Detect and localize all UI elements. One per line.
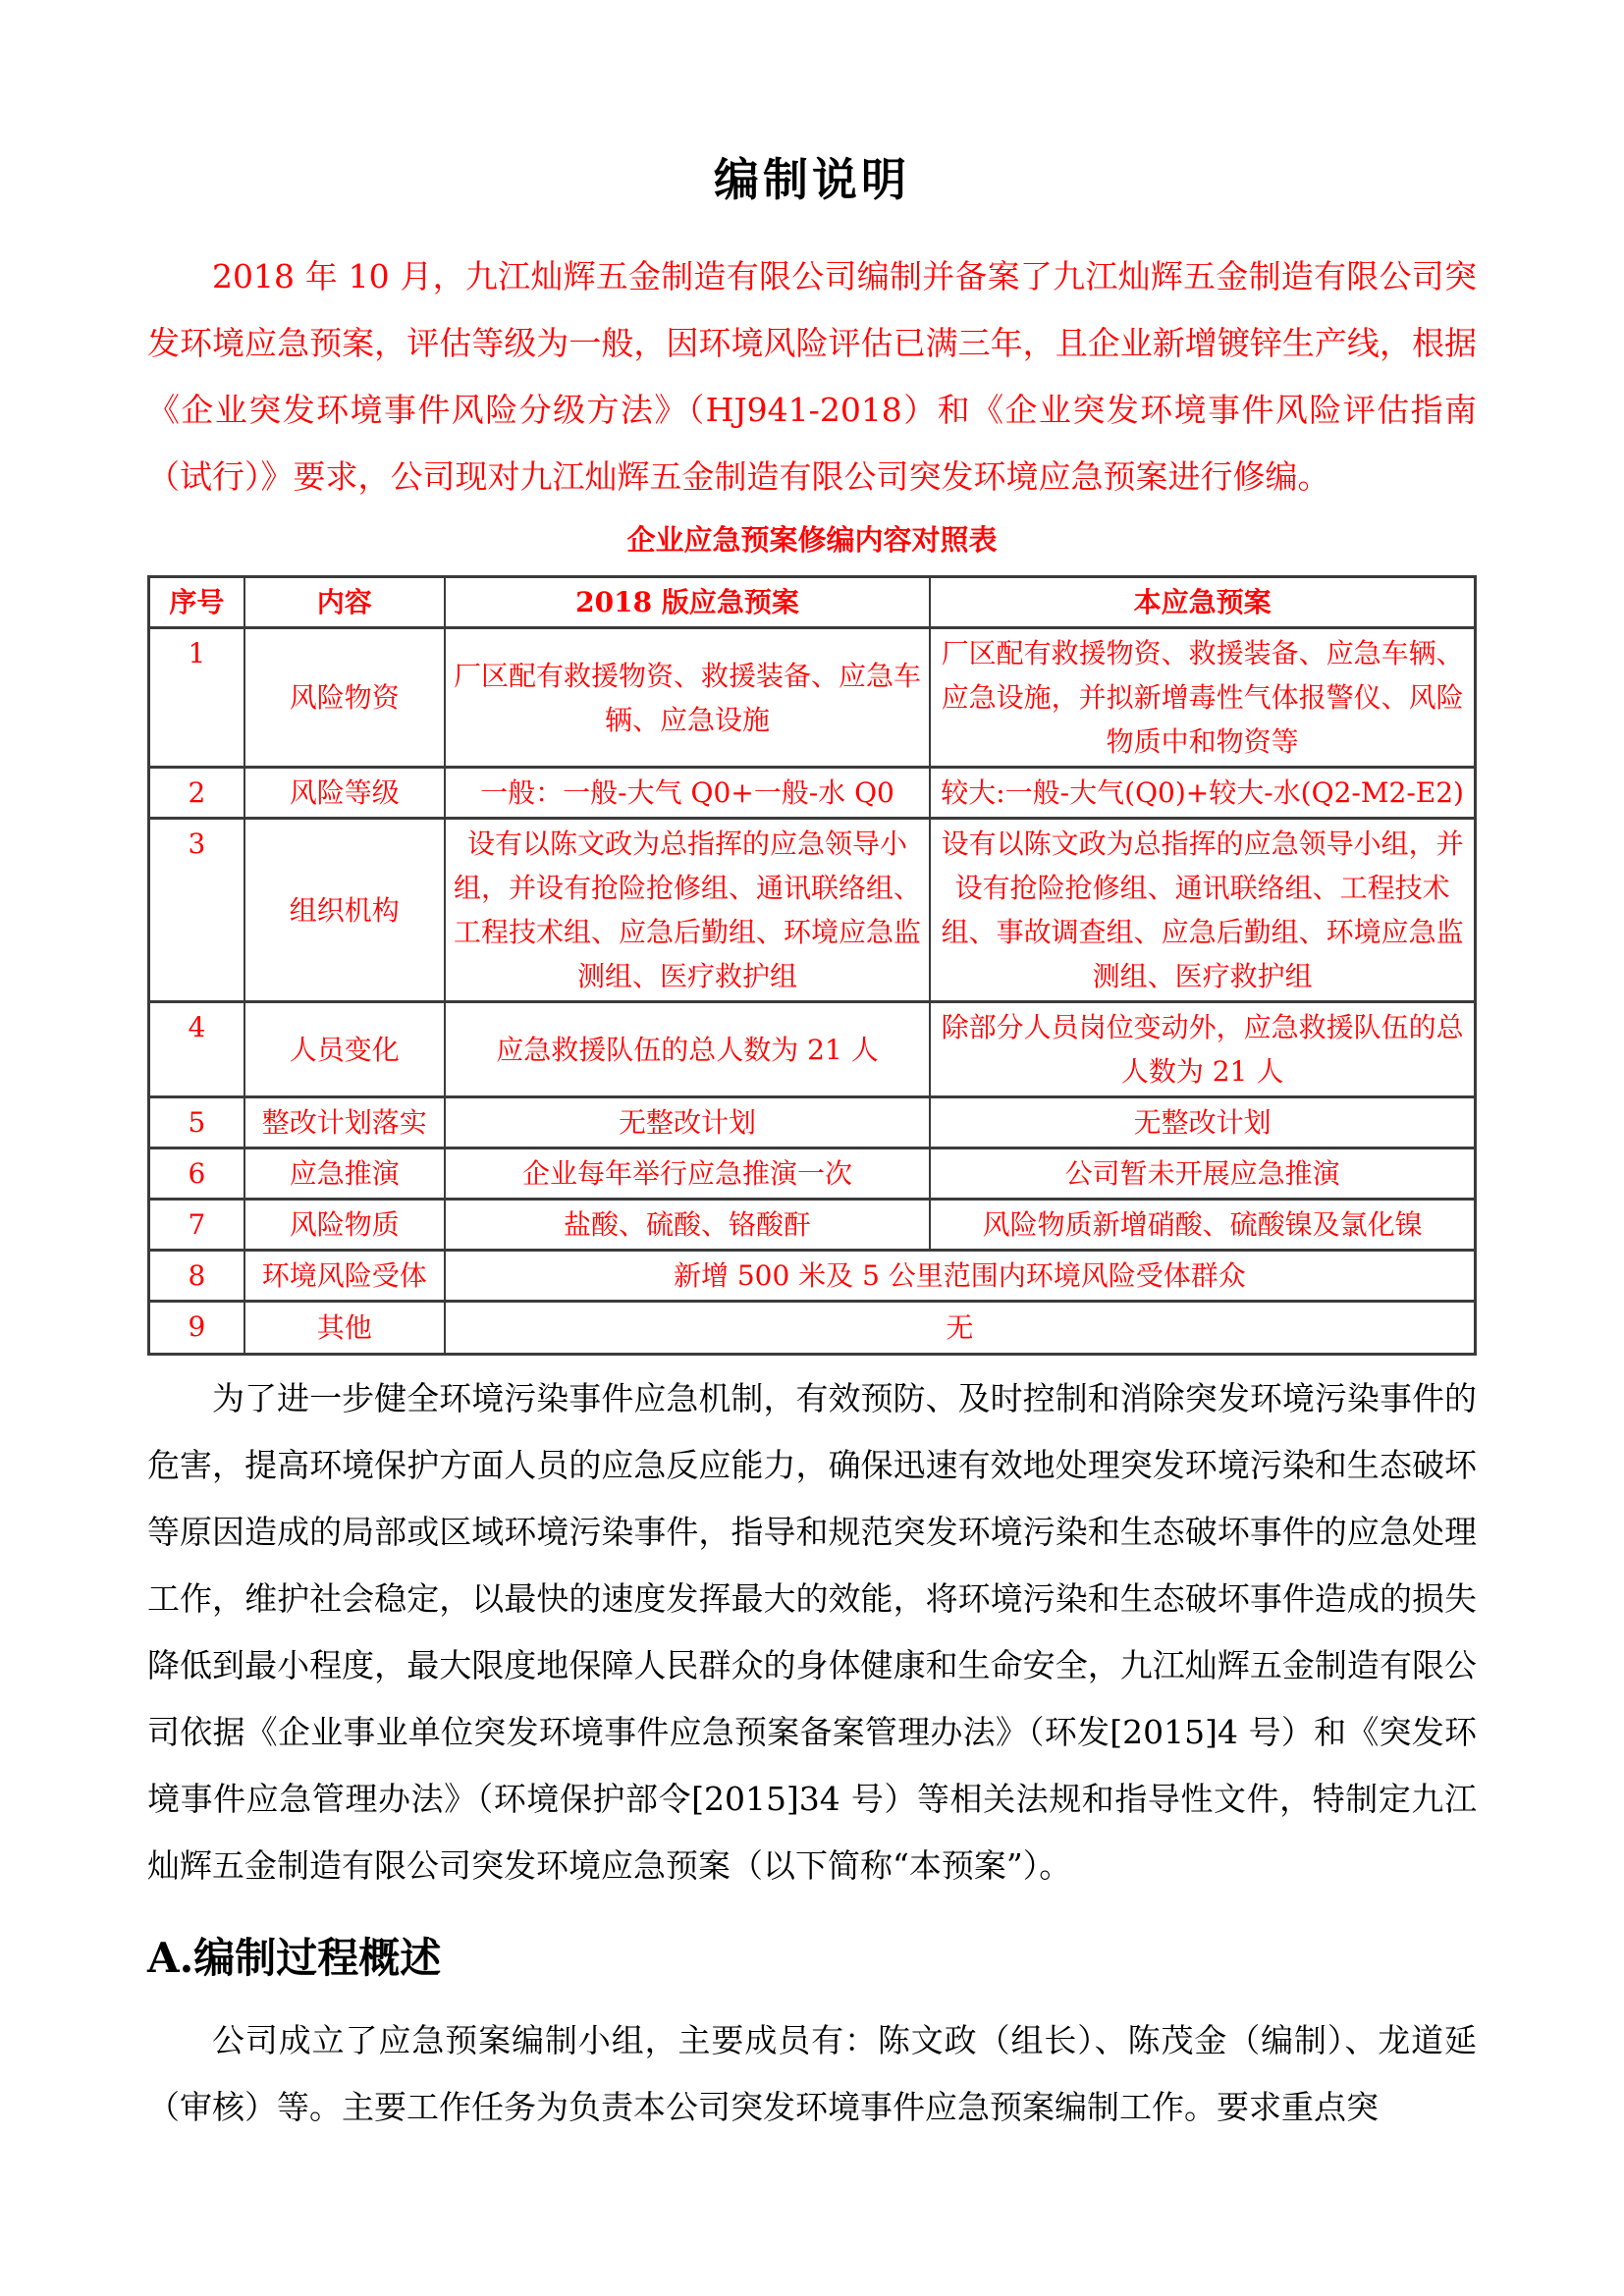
table-row <box>149 1002 1476 1097</box>
row-no: 4 <box>149 1002 244 1097</box>
table-row <box>149 1148 1476 1200</box>
row-no: 9 <box>149 1302 244 1355</box>
table-row <box>149 1251 1476 1302</box>
table-caption: 企业应急预案修编内容对照表 <box>626 523 998 557</box>
row-old-plan: 一般：一般-大气 Q0+一般-水 Q0 <box>445 768 930 819</box>
intro-paragraph: 2018 年 10 月，九江灿辉五金制造有限公司编制并备案了九江灿辉五金制造有限公司突发环境应急预案，评估等级为一般，因环境风险评估已满三年，且企业新增镀锌生产线，根据《企业突发环境事件风险分级方法》（HJ941-2018）和《企业突发环境事件风险评估指南（试行）》要求，公司现对九江灿辉五金制造有限公司突发环境应急预案进行修编。 <box>147 257 1477 496</box>
row-old-plan: 无整改计划 <box>445 1097 930 1148</box>
table-row <box>149 768 1476 819</box>
row-item: 风险物资 <box>244 628 445 768</box>
header-item: 内容 <box>244 577 445 628</box>
row-old-plan: 设有以陈文政为总指挥的应急领导小组，并设有抢险抢修组、通讯联络组、工程技术组、应急后勤组、环境应急监测组、医疗救护组 <box>445 819 930 1002</box>
row-new-plan: 除部分人员岗位变动外，应急救援队伍的总人数为 21 人 <box>930 1002 1475 1097</box>
row-no: 3 <box>149 819 244 1002</box>
row-item: 风险等级 <box>244 768 445 819</box>
row-old-plan: 盐酸、硫酸、铬酸酐 <box>445 1200 930 1251</box>
row-no: 7 <box>149 1200 244 1251</box>
row-old-plan: 企业每年举行应急推演一次 <box>445 1148 930 1200</box>
row-merged-value: 新增 500 米及 5 公里范围内环境风险受体群众 <box>445 1251 1476 1302</box>
revision-comparison-table <box>147 575 1477 1356</box>
row-old-plan: 应急救援队伍的总人数为 21 人 <box>445 1002 930 1097</box>
row-item: 人员变化 <box>244 1002 445 1097</box>
row-item: 环境风险受体 <box>244 1251 445 1302</box>
row-item: 应急推演 <box>244 1148 445 1200</box>
table-row <box>149 1302 1476 1355</box>
header-no: 序号 <box>149 577 244 628</box>
row-no: 6 <box>149 1148 244 1200</box>
header-new-plan: 本应急预案 <box>930 577 1475 628</box>
section-heading: A.编制过程概述 <box>147 1934 442 1982</box>
section-paragraph: 公司成立了应急预案编制小组，主要成员有：陈文政（组长）、陈茂金（编制）、龙道延（审核）等。主要工作任务为负责本公司突发环境事件应急预案编制工作。要求重点突 <box>147 2021 1477 2126</box>
row-item: 组织机构 <box>244 819 445 1002</box>
table-header-row <box>149 577 1476 628</box>
row-merged-value: 无 <box>445 1302 1476 1355</box>
row-new-plan: 公司暂未开展应急推演 <box>930 1148 1475 1200</box>
row-new-plan: 无整改计划 <box>930 1097 1475 1148</box>
header-old-plan: 2018 版应急预案 <box>445 577 930 628</box>
row-item: 整改计划落实 <box>244 1097 445 1148</box>
body-paragraph: 为了进一步健全环境污染事件应急机制，有效预防、及时控制和消除突发环境污染事件的危害，提高环境保护方面人员的应急反应能力，确保迅速有效地处理突发环境污染和生态破坏等原因造成的局部或区域环境污染事件，指导和规范突发环境污染和生态破坏事件的应急处理工作，维护社会稳定，以最快的速度发挥最大的效能，将环境污染和生态破坏事件造成的损失降低到最小程度，最大限度地保障人民群众的身体健康和生命安全，九江灿辉五金制造有限公司依据《企业事业单位突发环境事件应急预案备案管理办法》（环发[2015]4 号）和《突发环境事件应急管理办法》（环境保护部令[2015]34 号）等相关法规和指导性文件，特制定九江灿辉五金制造有限公司突发环境应急预案（以下简称“本预案”）。 <box>147 1379 1477 1885</box>
table-row <box>149 1200 1476 1251</box>
row-no: 5 <box>149 1097 244 1148</box>
row-new-plan: 风险物质新增硝酸、硫酸镍及氯化镍 <box>930 1200 1475 1251</box>
row-new-plan: 较大:一般-大气(Q0)+较大-水(Q2-M2-E2) <box>930 768 1475 819</box>
row-new-plan: 厂区配有救援物资、救援装备、应急车辆、应急设施，并拟新增毒性气体报警仪、风险物质中和物资等 <box>930 628 1475 768</box>
table-row <box>149 819 1476 1002</box>
row-old-plan: 厂区配有救援物资、救援装备、应急车辆、应急设施 <box>445 628 930 768</box>
table-row <box>149 1097 1476 1148</box>
table-row <box>149 628 1476 768</box>
row-no: 8 <box>149 1251 244 1302</box>
row-item: 其他 <box>244 1302 445 1355</box>
row-item: 风险物质 <box>244 1200 445 1251</box>
page-title: 编制说明 <box>714 153 910 206</box>
row-no: 1 <box>149 628 244 768</box>
row-new-plan: 设有以陈文政为总指挥的应急领导小组，并设有抢险抢修组、通讯联络组、工程技术组、事故调查组、应急后勤组、环境应急监测组、医疗救护组 <box>930 819 1475 1002</box>
row-no: 2 <box>149 768 244 819</box>
